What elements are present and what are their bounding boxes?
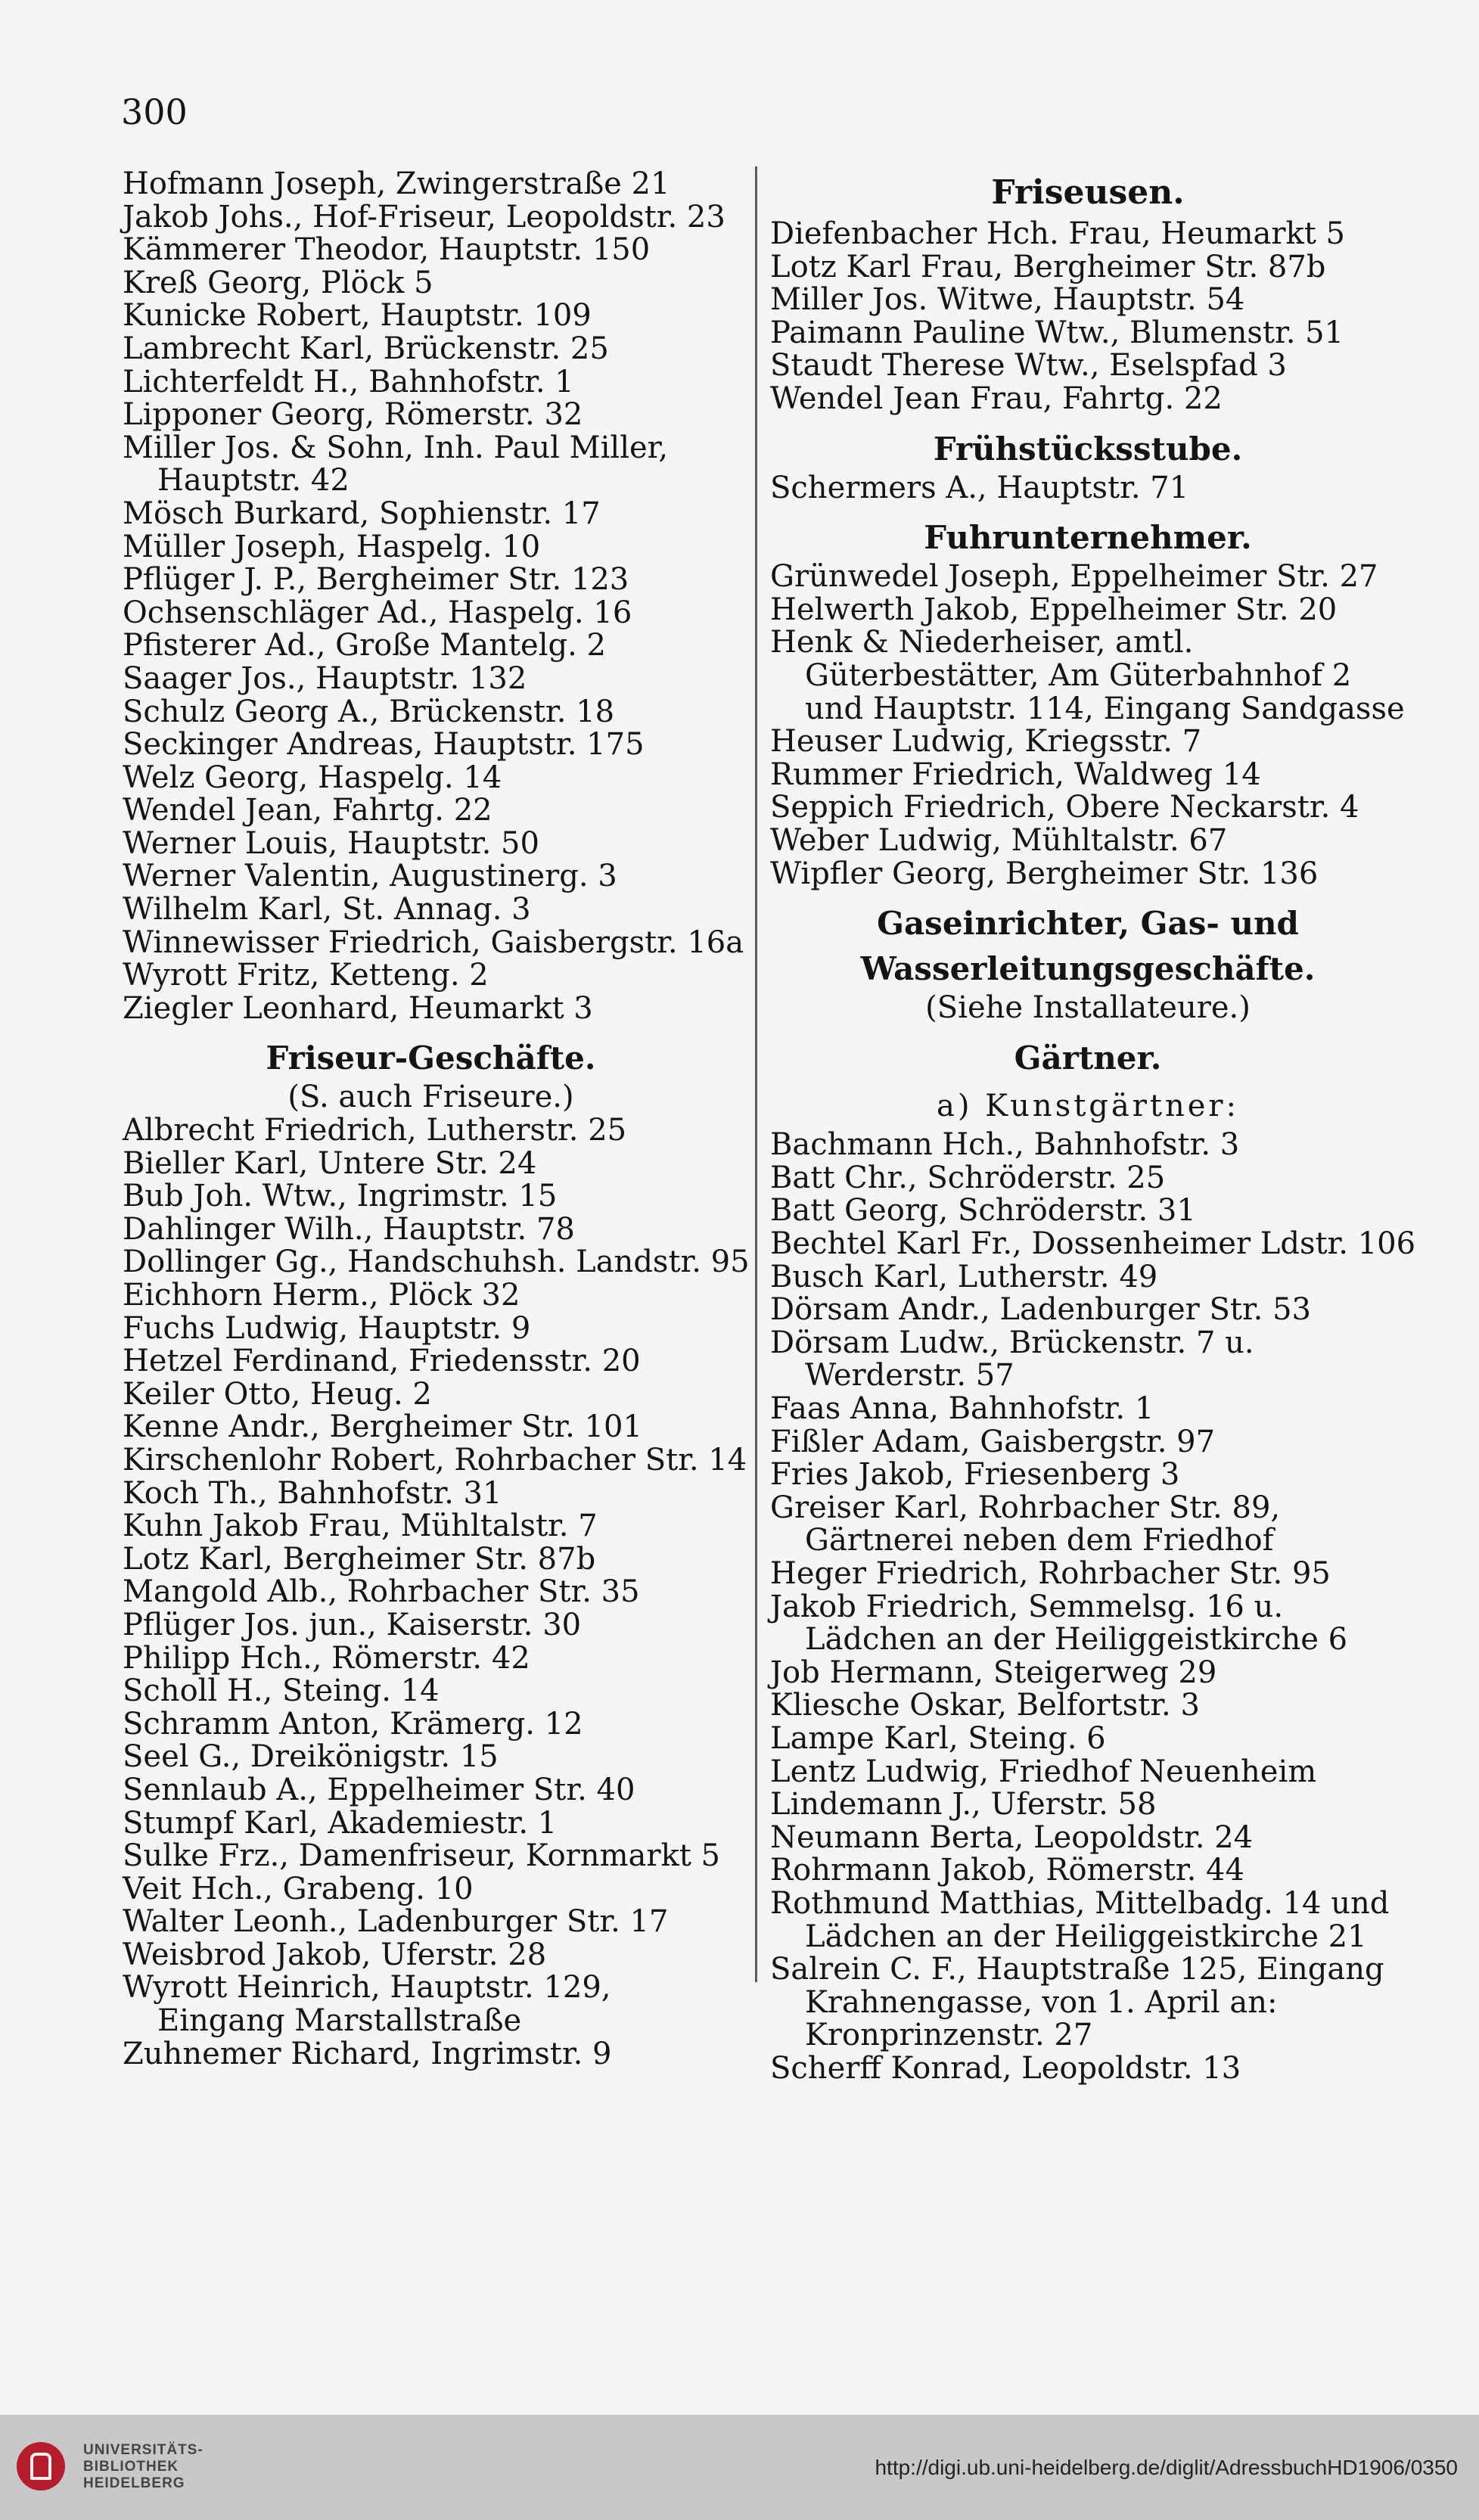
list-item: Busch Karl, Lutherstr. 49 — [770, 1259, 1158, 1294]
list-item: Greiser Karl, Rohrbacher Str. 89, Gärtnerei neben dem Friedhof — [770, 1490, 1281, 1558]
list-item: Welz Georg, Haspelg. 14 — [123, 760, 502, 795]
list-item: Hofmann Joseph, Zwingerstraße 21 — [123, 166, 670, 201]
list-item: Seppich Friedrich, Obere Neckarstr. 4 — [770, 790, 1359, 825]
list-item: Lipponer Georg, Römerstr. 32 — [123, 397, 583, 433]
list-item: Zuhnemer Richard, Ingrimstr. 9 — [123, 2036, 612, 2071]
list-item: Ziegler Leonhard, Heumarkt 3 — [123, 990, 593, 1026]
list-item: Salrein C. F., Hauptstraße 125, Eingang Krahnengasse, von 1. April an: Kronprinzenstr. 27 — [770, 1952, 1384, 2053]
list-item: Dörsam Ludw., Brückenstr. 7 u. Werderstr. 57 — [770, 1325, 1254, 1394]
list-item: Wipfler Georg, Bergheimer Str. 136 — [770, 856, 1319, 891]
list-item: Werner Louis, Hauptstr. 50 — [123, 825, 539, 861]
list-item: Winnewisser Friedrich, Gaisbergstr. 16a — [123, 924, 744, 960]
section-subheading: a) Kunstgärtner: — [937, 1088, 1239, 1123]
section-heading-gaseinrichter: Gaseinrichter, Gas- und Wasserleitungsgeschäfte. — [860, 905, 1316, 988]
list-item: Pflüger J. P., Bergheimer Str. 123 — [123, 562, 629, 598]
list-item: Faas Anna, Bahnhofstr. 1 — [770, 1391, 1154, 1427]
list-item: Rummer Friedrich, Waldweg 14 — [770, 757, 1261, 792]
section-heading-fruehstuecksstube: Frühstücksstube. — [933, 430, 1243, 468]
entries-friseur-geschaefte — [123, 1113, 750, 2071]
list-item: Lichterfeldt H., Bahnhofstr. 1 — [123, 364, 574, 399]
list-item: Wilhelm Karl, St. Annag. 3 — [123, 892, 531, 928]
footer-bar — [0, 2415, 1479, 2520]
library-logo-icon — [17, 2442, 65, 2490]
list-item: Fuchs Ludwig, Hauptstr. 9 — [123, 1310, 531, 1346]
list-item: Bieller Karl, Untere Str. 24 — [123, 1145, 537, 1181]
list-item: Fries Jakob, Friesenberg 3 — [770, 1457, 1180, 1493]
entries-friseusen — [770, 218, 1406, 416]
list-item: Bechtel Karl Fr., Dossenheimer Ldstr. 106 — [770, 1226, 1416, 1262]
entries-fruehstuecksstube — [770, 472, 1406, 505]
list-item: Job Hermann, Steigerweg 29 — [770, 1655, 1217, 1690]
left-column — [123, 166, 750, 2071]
list-item: Miller Jos. & Sohn, Inh. Paul Miller, Hauptstr. 42 — [123, 430, 669, 499]
list-item: Hetzel Ferdinand, Friedensstr. 20 — [123, 1344, 641, 1379]
list-item: Seel G., Dreikönigstr. 15 — [123, 1739, 499, 1775]
list-item: Werner Valentin, Augustinerg. 3 — [123, 859, 617, 894]
list-item: Lindemann J., Uferstr. 58 — [770, 1787, 1157, 1822]
section-heading-fuhrunternehmer: Fuhrunternehmer. — [924, 519, 1252, 557]
list-item: Fißler Adam, Gaisbergstr. 97 — [770, 1424, 1216, 1459]
list-item: Pfisterer Ad., Große Mantelg. 2 — [123, 628, 606, 663]
column-divider — [755, 166, 757, 1982]
list-item: Schermers A., Hauptstr. 71 — [770, 470, 1189, 505]
section-note: (S. auch Friseure.) — [287, 1080, 574, 1115]
list-item: Keiler Otto, Heug. 2 — [123, 1376, 432, 1412]
entries-fuhrunternehmer — [770, 561, 1406, 890]
list-item: Wyrott Heinrich, Hauptstr. 129, Eingang Marstallstraße — [123, 1970, 611, 2039]
list-item: Kliesche Oskar, Belfortstr. 3 — [770, 1688, 1200, 1723]
list-item: Koch Th., Bahnhofstr. 31 — [123, 1475, 502, 1511]
list-item: Kenne Andr., Bergheimer Str. 101 — [123, 1409, 642, 1445]
list-item: Schramm Anton, Krämerg. 12 — [123, 1706, 583, 1742]
list-item: Wyrott Fritz, Ketteng. 2 — [123, 958, 489, 993]
right-column — [770, 168, 1416, 2086]
list-item: Jakob Friedrich, Semmelsg. 16 u. Lädchen an der Heiliggeistkirche 6 — [770, 1589, 1348, 1658]
list-item: Seckinger Andreas, Hauptstr. 175 — [123, 727, 645, 763]
list-item: Lambrecht Karl, Brückenstr. 25 — [123, 331, 609, 366]
list-item: Veit Hch., Grabeng. 10 — [123, 1871, 474, 1906]
list-item: Ochsenschläger Ad., Haspelg. 16 — [123, 595, 632, 630]
list-item: Bub Joh. Wtw., Ingrimstr. 15 — [123, 1179, 558, 1214]
logo-line: BIBLIOTHEK — [83, 2459, 179, 2475]
logo-line: UNIVERSITÄTS- — [83, 2442, 204, 2458]
list-item: Stumpf Karl, Akademiestr. 1 — [123, 1805, 558, 1841]
section-note: (Siehe Installateure.) — [925, 990, 1251, 1026]
list-item: Rothmund Matthias, Mittelbadg. 14 und Lädchen an der Heiliggeistkirche 21 — [770, 1885, 1390, 1954]
list-item: Kreß Georg, Plöck 5 — [123, 265, 433, 300]
logo-line: HEIDELBERG — [83, 2475, 185, 2491]
list-item: Neumann Berta, Leopoldstr. 24 — [770, 1819, 1254, 1855]
list-item: Dollinger Gg., Handschuhsh. Landstr. 95 — [123, 1244, 750, 1280]
list-item: Kämmerer Theodor, Hauptstr. 150 — [123, 232, 651, 268]
entries-gaertner — [770, 1127, 1416, 2086]
section-heading-friseur-geschaefte: Friseur-Geschäfte. — [266, 1039, 596, 1077]
list-item: Mangold Alb., Rohrbacher Str. 35 — [123, 1574, 640, 1610]
list-item: Philipp Hch., Römerstr. 42 — [123, 1640, 530, 1676]
list-item: Scherff Konrad, Leopoldstr. 13 — [770, 2050, 1241, 2086]
list-item: Lotz Karl Frau, Bergheimer Str. 87b — [770, 249, 1326, 284]
list-item: Pflüger Jos. jun., Kaiserstr. 30 — [123, 1607, 582, 1642]
list-item: Sulke Frz., Damenfriseur, Kornmarkt 5 — [123, 1838, 720, 1874]
list-item: Jakob Johs., Hof-Friseur, Leopoldstr. 23 — [123, 199, 726, 235]
page-number: 300 — [121, 92, 188, 132]
list-item: Weisbrod Jakob, Uferstr. 28 — [123, 1937, 547, 1972]
list-item: Kuhn Jakob Frau, Mühltalstr. 7 — [123, 1509, 598, 1544]
list-item: Batt Georg, Schröderstr. 31 — [770, 1193, 1196, 1229]
list-item: Scholl H., Steing. 14 — [123, 1673, 440, 1709]
list-item: Wendel Jean Frau, Fahrtg. 22 — [770, 381, 1223, 416]
list-item: Dörsam Andr., Ladenburger Str. 53 — [770, 1292, 1311, 1328]
list-item: Weber Ludwig, Mühltalstr. 67 — [770, 822, 1228, 858]
entries-top — [123, 166, 744, 1026]
list-item: Diefenbacher Hch. Frau, Heumarkt 5 — [770, 216, 1345, 251]
section-heading-friseusen: Friseusen. — [991, 173, 1185, 212]
list-item: Staudt Therese Wtw., Eselspfad 3 — [770, 348, 1287, 384]
list-item: Grünwedel Joseph, Eppelheimer Str. 27 — [770, 559, 1378, 595]
list-item: Schulz Georg A., Brückenstr. 18 — [123, 694, 615, 729]
list-item: Walter Leonh., Ladenburger Str. 17 — [123, 1904, 669, 1940]
list-item: Eichhorn Herm., Plöck 32 — [123, 1278, 520, 1313]
list-item: Wendel Jean, Fahrtg. 22 — [123, 793, 492, 828]
list-item: Lentz Ludwig, Friedhof Neuenheim — [770, 1754, 1317, 1789]
list-item: Kunicke Robert, Hauptstr. 109 — [123, 298, 592, 334]
list-item: Kirschenlohr Robert, Rohrbacher Str. 14 — [123, 1442, 747, 1478]
list-item: Heuser Ludwig, Kriegsstr. 7 — [770, 724, 1202, 760]
list-item: Mösch Burkard, Sophienstr. 17 — [123, 496, 601, 531]
list-item: Helwerth Jakob, Eppelheimer Str. 20 — [770, 592, 1338, 627]
list-item: Paimann Pauline Wtw., Blumenstr. 51 — [770, 315, 1344, 350]
list-item: Batt Chr., Schröderstr. 25 — [770, 1160, 1166, 1195]
library-logo-text — [83, 2442, 204, 2492]
list-item: Sennlaub A., Eppelheimer Str. 40 — [123, 1772, 635, 1807]
source-url-link[interactable]: http://digi.ub.uni-heidelberg.de/diglit/AdressbuchHD1906/0350 — [875, 2456, 1458, 2479]
list-item: Müller Joseph, Haspelg. 10 — [123, 529, 541, 564]
list-item: Dahlinger Wilh., Hauptstr. 78 — [123, 1211, 575, 1247]
list-item: Albrecht Friedrich, Lutherstr. 25 — [123, 1113, 627, 1148]
list-item: Lotz Karl, Bergheimer Str. 87b — [123, 1541, 596, 1577]
list-item: Henk & Niederheiser, amtl. Güterbestätter, Am Güterbahnhof 2 und Hauptstr. 114, Eingang Sandgasse — [770, 625, 1405, 726]
section-heading-gaertner: Gärtner. — [1014, 1039, 1162, 1077]
list-item: Lampe Karl, Steing. 6 — [770, 1720, 1106, 1756]
list-item: Miller Jos. Witwe, Hauptstr. 54 — [770, 282, 1245, 318]
list-item: Rohrmann Jakob, Römerstr. 44 — [770, 1853, 1244, 1888]
list-item: Heger Friedrich, Rohrbacher Str. 95 — [770, 1556, 1331, 1591]
list-item: Saager Jos., Hauptstr. 132 — [123, 660, 527, 696]
list-item: Bachmann Hch., Bahnhofstr. 3 — [770, 1127, 1240, 1163]
